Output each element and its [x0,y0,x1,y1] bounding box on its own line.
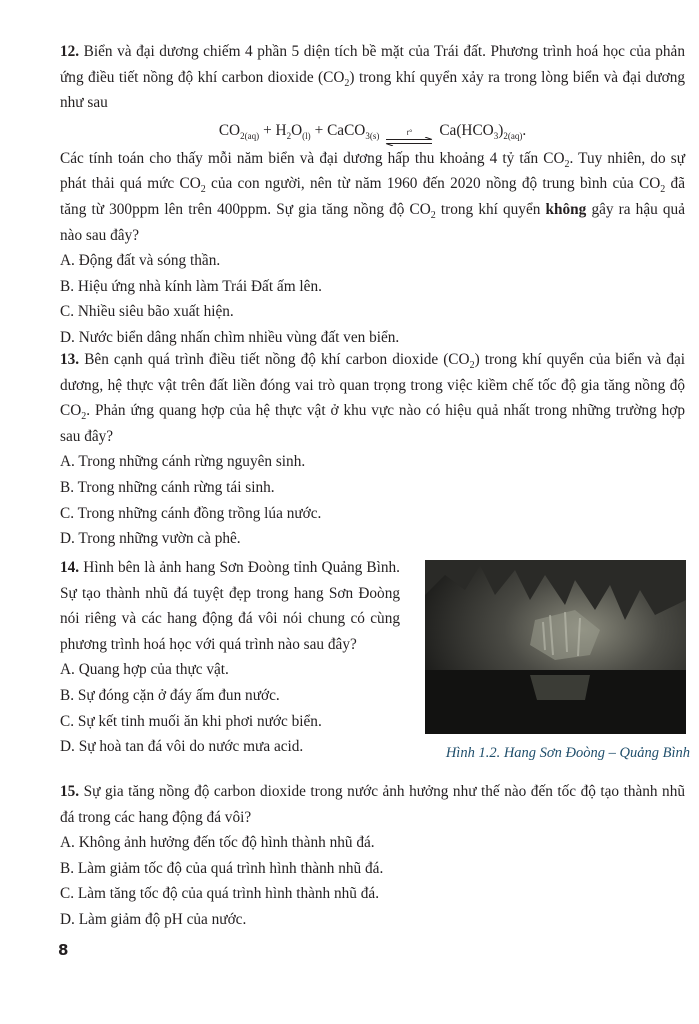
question-12 [60,39,685,351]
question-number: 13. [60,351,80,368]
figure-caption: Hình 1.2. Hang Sơn Đoòng – Quảng Bình [445,745,690,761]
equilibrium-arrow-icon: t° [383,128,435,146]
option-c: C. Sự kết tinh muối ăn khi phơi nước biển. [60,712,322,730]
option-c: C. Nhiều siêu bão xuất hiện. [60,303,234,321]
option-d: D. Sự hoà tan đá vôi do nước mưa acid. [60,738,304,756]
question-15-stem: 15. Sự gia tăng nồng độ carbon dioxide trong nước ảnh hưởng như thế nào đến tốc độ tạo thành nhũ đá trong các hang động đá vôi? [60,783,685,826]
question-number: 14. [60,559,80,576]
question-12-stem-2: Các tính toán cho thấy mỗi năm biển và đại dương hấp thu khoảng 4 tỷ tấn $CO_2$. Tuy nhiên, do sự phát thải quá mức $CO_2$ của con người, nên từ năm 1960 đến 2020 nồng độ trung bình của $CO_2$ đã tăng từ 300ppm lên trên 400ppm. Sự gia tăng nồng độ $CO_2$ trong khí quyển không gây ra hậu quả nào sau đây? [60,149,685,244]
question-13 [60,347,685,552]
option-d: D. Làm giảm độ pH của nước. [60,910,247,928]
stalactite-cave-image [425,560,686,734]
question-13-stem: 13. Bên cạnh quá trình điều tiết nồng độ khí carbon dioxide $(CO_2)$ trong khí quyển của biển và đại dương, hệ thực vật trên đất liền đóng vai trò quan trọng trong việc kiềm chế tốc độ gia tăng nồng độ $CO_2$. Phản ứng quang hợp của hệ thực vật ở khu vực nào có hiệu quả nhất trong những trường hợp sau đây? [60,351,686,445]
option-c: C. Làm tăng tốc độ của quá trình hình thành nhũ đá. [60,885,380,903]
option-b: B. Hiệu ứng nhà kính làm Trái Đất ấm lên. [60,277,322,295]
option-a: A. Không ảnh hưởng đến tốc độ hình thành nhũ đá. [60,834,375,852]
option-a: A. Quang hợp của thực vật. [60,661,229,679]
cave-photo [425,560,686,734]
option-a: A. Động đất và sóng thần. [60,252,221,270]
option-a: A. Trong những cánh rừng nguyên sinh. [60,453,306,471]
option-c: C. Trong những cánh đồng trồng lúa nước. [60,504,322,522]
option-d: D. Nước biển dâng nhấn chìm nhiều vùng đất ven biển. [60,328,400,346]
option-b: B. Sự đóng cặn ở đáy ấm đun nước. [60,686,280,704]
option-b: B. Làm giảm tốc độ của quá trình hình thành nhũ đá. [60,859,384,877]
question-12-stem-1: 12. Biển và đại dương chiếm 4 phần 5 diện tích bề mặt của Trái đất. Phương trình hoá học của phản ứng điều tiết nồng độ khí carbon dioxide $(CO_2)$ trong khí quyển xảy ra trong lòng biển và đại dương như sau [60,43,685,112]
question-number: 15. [60,783,80,800]
question-14-stem: 14. Hình bên là ảnh hang Sơn Đoòng tỉnh Quảng Bình. Sự tạo thành nhũ đá tuyệt đẹp trong hang Sơn Đoòng nói riêng và các hang động đá vôi nói chung có cùng phương trình hoá học với quá trình nào sau đây? [60,559,401,653]
question-14 [60,555,400,760]
option-d: D. Trong những vườn cà phê. [60,530,241,548]
question-number: 12. [60,43,80,60]
chemical-equation: $CO_{2(aq)}$ + $H_2O_{(l)}$ + CaCO$_{3(s)}$ t° $Ca(HCO_3)_{2(aq)}$. [60,118,685,146]
question-15 [60,779,685,933]
option-b: B. Trong những cánh rừng tái sinh. [60,478,275,496]
page-number: 8 [58,941,69,959]
